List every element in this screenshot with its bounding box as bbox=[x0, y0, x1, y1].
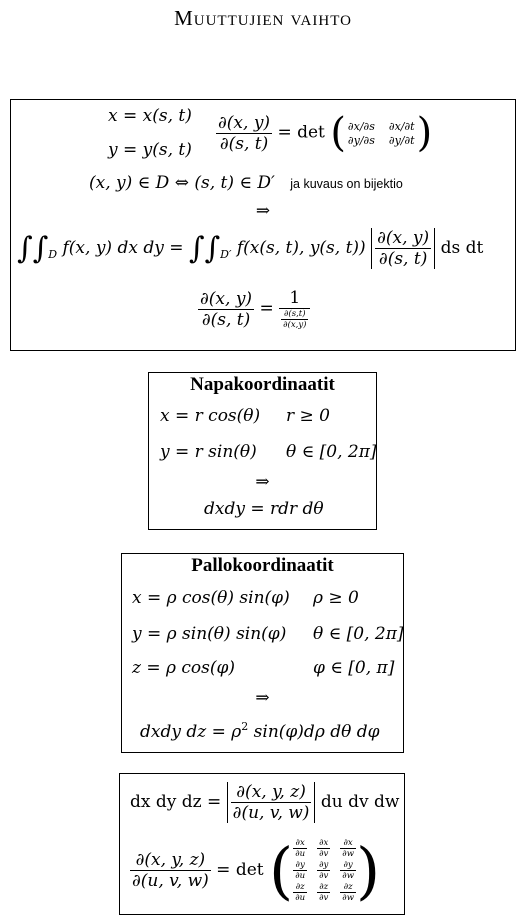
polar-theta-condition: θ ∈ [0, 2π] bbox=[286, 442, 377, 462]
jacobian-definition: $\frac{\partial(x, y)}{\partial(s, t)}$ = det ( ∂x/∂s ∂x/∂t ∂y/∂s ∂y/∂t ) bbox=[218, 110, 433, 156]
polar-area-element: dxdy = rdr dθ bbox=[204, 499, 324, 519]
det-label: = det bbox=[277, 122, 325, 143]
x-mapping: x = x(s, t) bbox=[108, 106, 192, 126]
y-mapping: y = y(s, t) bbox=[108, 140, 192, 160]
volume-transform: dx dy dz = $\frac{\partial(x, y, z)}{\partial(u, v, w)}$ du dv dw bbox=[130, 782, 400, 823]
polar-r-condition: r ≥ 0 bbox=[286, 406, 330, 426]
polar-heading: Napakoordinaatit bbox=[190, 374, 335, 395]
domain-equivalence: (x, y) ∈ D ⇔ (s, t) ∈ D′ ja kuvaus on bijektio bbox=[89, 173, 403, 193]
polar-coordinates-box bbox=[148, 372, 377, 530]
inverse-jacobian: $\frac{\partial(x, y)}{\partial(s, t)}$ = $\frac{1}{\frac{\partial(s,t)}{\partial(x,y)}}$ bbox=[198, 288, 310, 330]
spherical-volume-element: dxdy dz = $\rho^2$ sin(φ)dρ dθ dφ bbox=[140, 720, 380, 742]
spherical-theta-condition: θ ∈ [0, 2π] bbox=[313, 624, 404, 644]
spherical-phi-condition: φ ∈ [0, π] bbox=[313, 658, 395, 678]
spherical-coordinates-box bbox=[121, 553, 404, 753]
jacobian-3x3-definition: $\frac{\partial(x, y, z)}{\partial(u, v, w)}$ = det ( $\frac{\partial x}{\partial u}$ $\frac{\partial x}{\partial v}$ $\frac{\partial x}{\partial w}$ $\frac{\partial y}{\partial u}$ $\frac{\partial y}{\partial v}$ $\frac{\partial y}{\partial w}$ $\frac{\partial z}{\partial u}$ $\frac{\partial z}{\partial v}$ $\frac{\partial z}{\partial w}$ ) bbox=[132, 834, 381, 907]
spherical-x-equation: x = ρ cos(θ) sin(φ) bbox=[132, 588, 290, 608]
spherical-heading: Pallokoordinaatit bbox=[191, 555, 334, 576]
change-of-variables-box bbox=[10, 99, 516, 351]
spherical-implies-arrow: ⇒ bbox=[255, 688, 270, 708]
spherical-rho-condition: ρ ≥ 0 bbox=[313, 588, 359, 608]
polar-implies-arrow: ⇒ bbox=[255, 472, 270, 492]
jacobian-matrix-2x2: ∂x/∂s ∂x/∂t ∂y/∂s ∂y/∂t bbox=[347, 119, 415, 147]
bijection-note: ja kuvaus on bijektio bbox=[290, 177, 403, 191]
jacobian-fraction: $\frac{\partial(x, y)}{\partial(s, t)}$ bbox=[218, 112, 271, 154]
spherical-y-equation: y = ρ sin(θ) sin(φ) bbox=[132, 624, 287, 644]
implies-arrow: ⇒ bbox=[255, 201, 271, 221]
integral-identity: $\int\int_D$ f(x, y) dx dy = $\int\int_{D'}$ f(x(s, t), y(s, t)) $\frac{\partial(x, y)}{\partial(s, t)}$ ds dt bbox=[17, 228, 484, 269]
spherical-z-equation: z = ρ cos(φ) bbox=[132, 658, 236, 678]
jacobian-matrix-3x3: $\frac{\partial x}{\partial u}$ $\frac{\partial x}{\partial v}$ $\frac{\partial x}{\partial w}$ $\frac{\partial y}{\partial u}$ $\frac{\partial y}{\partial v}$ $\frac{\partial y}{\partial w}$ $\frac{\partial z}{\partial u}$ $\frac{\partial z}{\partial v}$ $\frac{\partial z}{\partial w}$ bbox=[295, 838, 354, 903]
page-title: Muuttujien vaihto bbox=[174, 6, 352, 30]
general-3d-box bbox=[119, 773, 405, 915]
polar-y-equation: y = r sin(θ) bbox=[160, 442, 257, 462]
polar-x-equation: x = r cos(θ) bbox=[160, 406, 261, 426]
